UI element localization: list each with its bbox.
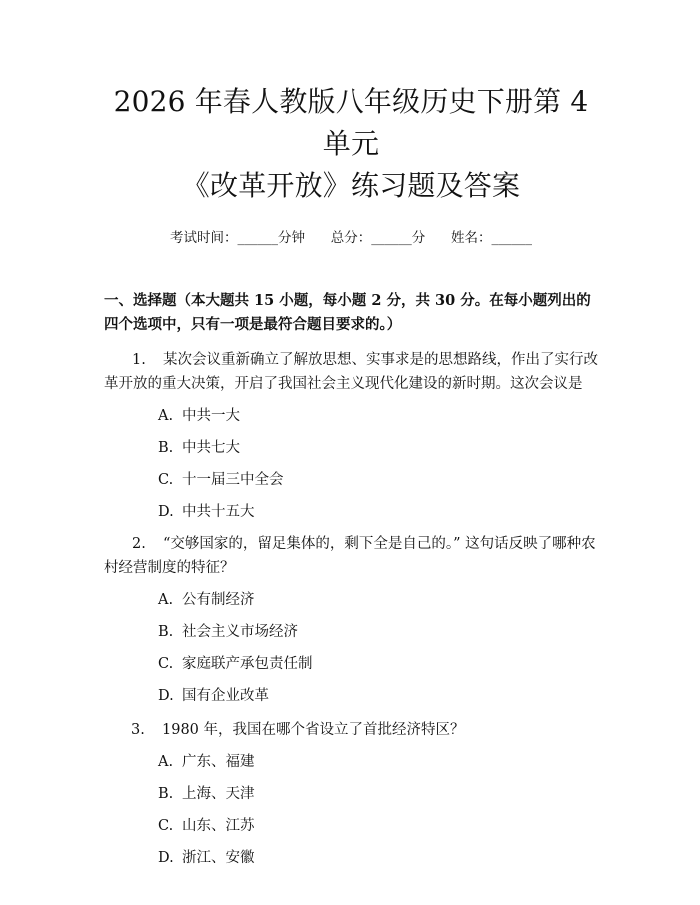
option-text: 家庭联产承包责任制	[182, 656, 313, 672]
option-letter: D.	[158, 504, 174, 520]
answer-option-d[interactable]	[104, 684, 598, 708]
title-line-2: 《改革开放》练习题及答案	[181, 169, 521, 202]
answer-option-c[interactable]	[104, 814, 598, 838]
question-number: 2.	[132, 536, 146, 552]
exam-meta-line: 考试时间：______分钟 总分：______分 姓名：______	[170, 230, 532, 246]
option-text: 山东、江苏	[182, 818, 255, 834]
option-letter: B.	[158, 624, 174, 640]
answer-option-b[interactable]	[104, 620, 598, 644]
answer-options	[104, 588, 598, 708]
section-heading-multiple-choice: 一、选择题（本大题共 15 小题，每小题 2 分，共 30 分。在每小题列出的四个选项中，只有一项是最符合题目要求的。）	[104, 292, 591, 333]
option-text: 国有企业改革	[182, 688, 269, 704]
question-text: “交够国家的，留足集体的，剩下全是自己的。” 这句话反映了哪种农村经营制度的特征？	[104, 536, 596, 576]
option-letter: B.	[158, 440, 174, 456]
option-text: 中共一大	[182, 408, 240, 424]
question-1	[104, 348, 598, 524]
question-text: 1980 年，我国在哪个省设立了首批经济特区？	[162, 722, 465, 738]
answer-options	[104, 404, 598, 524]
option-text: 社会主义市场经济	[182, 624, 298, 640]
option-letter: D.	[158, 850, 174, 866]
question-2	[104, 532, 598, 708]
document-title	[104, 0, 598, 207]
answer-option-c[interactable]	[104, 652, 598, 676]
option-letter: A.	[158, 592, 174, 608]
option-text: 中共七大	[182, 440, 240, 456]
option-text: 浙江、安徽	[182, 850, 255, 866]
option-text: 中共十五大	[182, 504, 255, 520]
question-stem	[104, 532, 598, 580]
option-letter: D.	[158, 688, 174, 704]
question-number: 3.	[131, 722, 145, 738]
answer-option-b[interactable]	[104, 782, 598, 806]
answer-options	[104, 750, 598, 870]
option-letter: A.	[158, 754, 174, 770]
option-letter: A.	[158, 408, 174, 424]
answer-option-d[interactable]	[104, 846, 598, 870]
question-text: 某次会议重新确立了解放思想、实事求是的思想路线，作出了实行改革开放的重大决策，开启了我国社会主义现代化建设的新时期。这次会议是	[104, 352, 598, 392]
question-stem	[104, 718, 598, 742]
option-text: 上海、天津	[182, 786, 255, 802]
answer-option-b[interactable]	[104, 436, 598, 460]
question-number: 1.	[132, 352, 146, 368]
answer-option-d[interactable]	[104, 500, 598, 524]
answer-option-a[interactable]	[104, 588, 598, 612]
option-letter: C.	[158, 656, 174, 672]
option-text: 十一届三中全会	[182, 472, 284, 488]
option-text: 广东、福建	[182, 754, 255, 770]
answer-option-c[interactable]	[104, 468, 598, 492]
option-letter: C.	[158, 472, 174, 488]
question-stem	[104, 348, 598, 396]
question-3	[104, 718, 598, 870]
option-letter: C.	[158, 818, 174, 834]
answer-option-a[interactable]	[104, 750, 598, 774]
option-letter: B.	[158, 786, 174, 802]
title-line-1: 2026 年春人教版八年级历史下册第 4 单元	[113, 85, 589, 160]
option-text: 公有制经济	[182, 592, 255, 608]
answer-option-a[interactable]	[104, 404, 598, 428]
